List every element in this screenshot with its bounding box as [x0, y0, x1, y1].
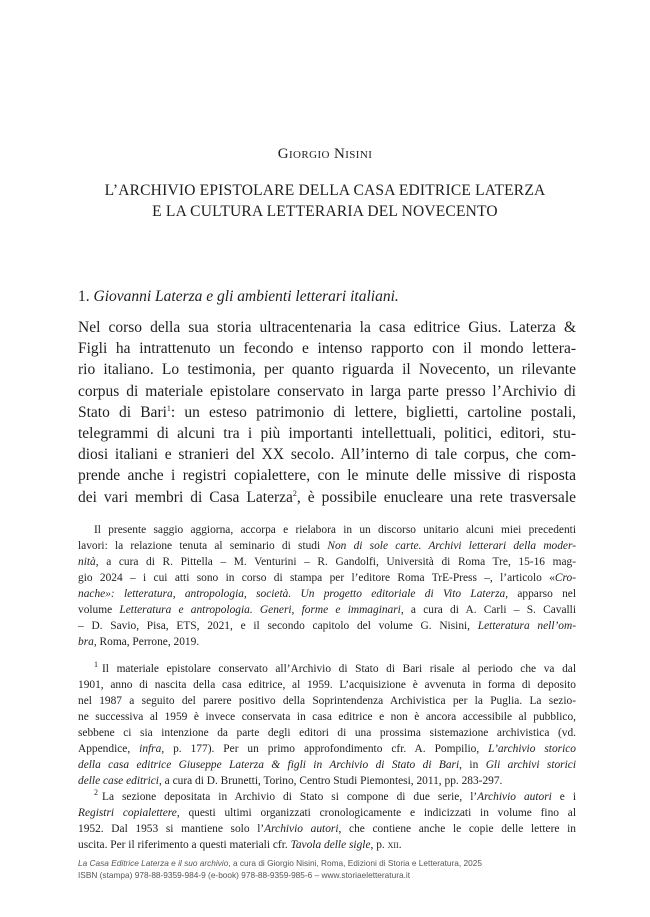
- author-name: Giorgio Nisini: [277, 146, 373, 162]
- text-run: sebbene ci sia intenzione da parte degli editori di una prossima sistemazione archivistica (vd.: [78, 727, 576, 739]
- text-run: della casa editrice Giuseppe Laterza & figli in Archivio di Stato di Bari: [78, 759, 460, 771]
- body-line: [78, 317, 576, 338]
- footnote-line: [78, 693, 576, 709]
- text-run: , a cura di A. Carli – S. Cavalli: [400, 604, 576, 616]
- text-run: , Roma, Perrone, 2019.: [93, 636, 200, 648]
- text-run: infra: [139, 743, 162, 755]
- text-run: gio 2024 – i cui atti sono in corso di stampa per l’editore Roma TrE-Press –, l’articolo «: [78, 572, 555, 584]
- text-run: : un esteso patrimonio di lettere, biglietti, cartoline postali,: [170, 403, 577, 421]
- body-line: [78, 465, 576, 486]
- text-run: prende anche i registri copialettere, con le minute delle missive di risposta: [78, 467, 576, 485]
- section-title: Giovanni Laterza e gli ambienti letterari italiani.: [93, 288, 399, 305]
- text-run: Cro-: [554, 572, 576, 584]
- footnote-line: [78, 805, 576, 821]
- body-text: [78, 317, 576, 508]
- text-run: Letteratura e antropologia. Generi, forme e immaginari: [119, 604, 401, 616]
- footnote-number: 2: [94, 788, 98, 798]
- text-run: , p. 177). Per un primo approfondimento cfr. A. Pompilio,: [161, 743, 489, 755]
- footnote-line: [78, 789, 576, 805]
- text-run: delle case editrici: [78, 775, 159, 787]
- intro-note: [78, 522, 576, 650]
- footer-publisher: , a cura di Giorgio Nisini, Roma, Edizioni di Storia e Letteratura, 2025: [228, 858, 482, 868]
- footnotes: [78, 661, 576, 853]
- text-run: corpus di materiale epistolare conservato in larga parte presso l’Archivio di: [78, 382, 576, 400]
- text-run: e i: [551, 791, 576, 803]
- text-run: Nel corso della sua storia ultracentenaria la casa editrice Gius. Laterza &: [78, 319, 576, 336]
- text-run: , apparso nel: [505, 588, 576, 600]
- note-line: [78, 554, 576, 570]
- body-line: [78, 381, 576, 402]
- note-line: [78, 586, 576, 602]
- notes-area: [78, 522, 576, 853]
- title-line-2: E LA CULTURA LETTERARIA DEL NOVECENTO: [152, 203, 498, 220]
- note-line: [78, 538, 576, 554]
- note-line: [78, 618, 576, 634]
- text-run: L’archivio storico: [488, 743, 576, 755]
- footer-citation: [78, 858, 576, 870]
- text-run: Il presente saggio aggiorna, accorpa e rielabora in un discorso unitario alcuni miei precedenti: [94, 524, 576, 536]
- section-number: 1.: [78, 288, 90, 305]
- section-heading: [78, 288, 399, 306]
- text-run: volume: [78, 604, 120, 616]
- text-run: Figli ha intrattenuto un fecondo e intenso rapporto con il mondo lettera-: [78, 340, 576, 358]
- body-line: [78, 338, 576, 359]
- footnote-line: [78, 725, 576, 741]
- text-run: , questi ultimi organizzati cronologicamente e indicizzati in volume fino al: [176, 807, 576, 819]
- footnote-line: [78, 773, 576, 789]
- body-line: [78, 359, 576, 380]
- text-run: Tavola delle sigle: [290, 839, 371, 851]
- footer-book-title: La Casa Editrice Laterza e il suo archivio: [78, 858, 229, 868]
- footnote-line: [78, 821, 576, 837]
- text-run: , a cura di D. Brunetti, Torino, Centro Studi Piemontesi, 2011, pp. 283-297.: [158, 775, 503, 787]
- note-line: [78, 634, 576, 650]
- footnote-line: [78, 661, 576, 677]
- text-run: rio italiano. Lo testimonia, per quanto riguarda il Novecento, un rilevante: [78, 361, 576, 379]
- text-run: , a cura di R. Pittella – M. Venturini – R. Gandolfi, Università di Roma Tre, 15-16 mag-: [95, 556, 576, 568]
- note-line: [78, 570, 576, 586]
- title-line-1: L’ARCHIVIO EPISTOLARE DELLA CASA EDITRICE LATERZA: [104, 182, 546, 199]
- body-line: [78, 423, 576, 444]
- body-line: [78, 444, 576, 465]
- article-title: [0, 180, 650, 222]
- text-run: xii: [387, 839, 399, 851]
- text-run: Non di sole carte. Archivi letterari della moder-: [327, 540, 576, 552]
- text-run: Archivio autori: [264, 823, 339, 835]
- page-footer: [78, 858, 576, 881]
- text-run: bra: [78, 636, 94, 648]
- text-run: Registri copialettere: [78, 807, 177, 819]
- footnote-ref: 2: [292, 488, 297, 498]
- text-run: 1901, anno di nascita della casa editrice, al 1959. L’acquisizione è avvenuta in forma di deposito: [78, 679, 576, 691]
- body-line: [78, 402, 576, 423]
- footnote-number: 1: [94, 660, 98, 670]
- text-run: lavori: la relazione tenuta al seminario di studi: [78, 540, 328, 552]
- text-run: Stato di Bari: [78, 403, 167, 421]
- text-run: nel 1987 a seguito del parere positivo della Soprintendenza Archivistica per la Puglia. La sezio-: [78, 695, 576, 707]
- body-line: [78, 487, 576, 508]
- text-run: 1952. Dal 1953 si mantiene solo l’: [78, 823, 265, 835]
- text-run: uscita. Per il riferimento a questi materiali cfr.: [78, 839, 291, 851]
- text-run: Letteratura nell’om-: [477, 620, 577, 632]
- text-run: , è possibile enucleare una rete trasversale: [296, 488, 576, 506]
- text-run: Il materiale epistolare conservato all’Archivio di Stato di Bari risale al periodo che va dal: [102, 663, 576, 675]
- footnote-line: [78, 741, 576, 757]
- text-run: La sezione depositata in Archivio di Stato si compone di due serie, l’: [102, 791, 478, 803]
- text-run: Archivio autori: [477, 791, 552, 803]
- footnote-line: [78, 757, 576, 773]
- footnote-line: [78, 677, 576, 693]
- text-run: Appendice,: [78, 743, 140, 755]
- text-run: telegrammi di alcuni tra i più importanti intellettuali, politici, editori, stu-: [78, 425, 576, 443]
- text-run: .: [398, 839, 402, 851]
- footnote-ref: 1: [166, 403, 171, 413]
- text-run: Gli archivi storici: [485, 759, 576, 771]
- note-line: [78, 602, 576, 618]
- footnote-line: [78, 709, 576, 725]
- footer-isbn: ISBN (stampa) 978-88-9359-984-9 (e-book) 978-88-9359-985-6 – www.storiaeletteratura.it: [78, 869, 411, 880]
- text-run: nità: [78, 556, 96, 568]
- text-run: , che contiene anche le copie delle lettere in: [338, 823, 576, 835]
- text-run: , in: [459, 759, 486, 771]
- note-line: [78, 522, 576, 538]
- text-run: , p.: [370, 839, 388, 851]
- text-run: diosi italiani e stranieri del XX secolo. All’interno di tale corpus, che com-: [78, 446, 576, 464]
- text-run: – D. Savio, Pisa, ETS, 2021, e il secondo capitolo del volume G. Nisini,: [78, 620, 478, 632]
- footnote-line: [78, 837, 576, 853]
- text-run: dei vari membri di Casa Laterza: [78, 488, 293, 506]
- text-run: ne successiva al 1959 è invece conservata in casa editrice e non è ancora accessibile al pubblico,: [78, 711, 576, 723]
- text-run: nache»: letteratura, antropologia, società. Un progetto editoriale di Vito Laterza: [78, 588, 506, 600]
